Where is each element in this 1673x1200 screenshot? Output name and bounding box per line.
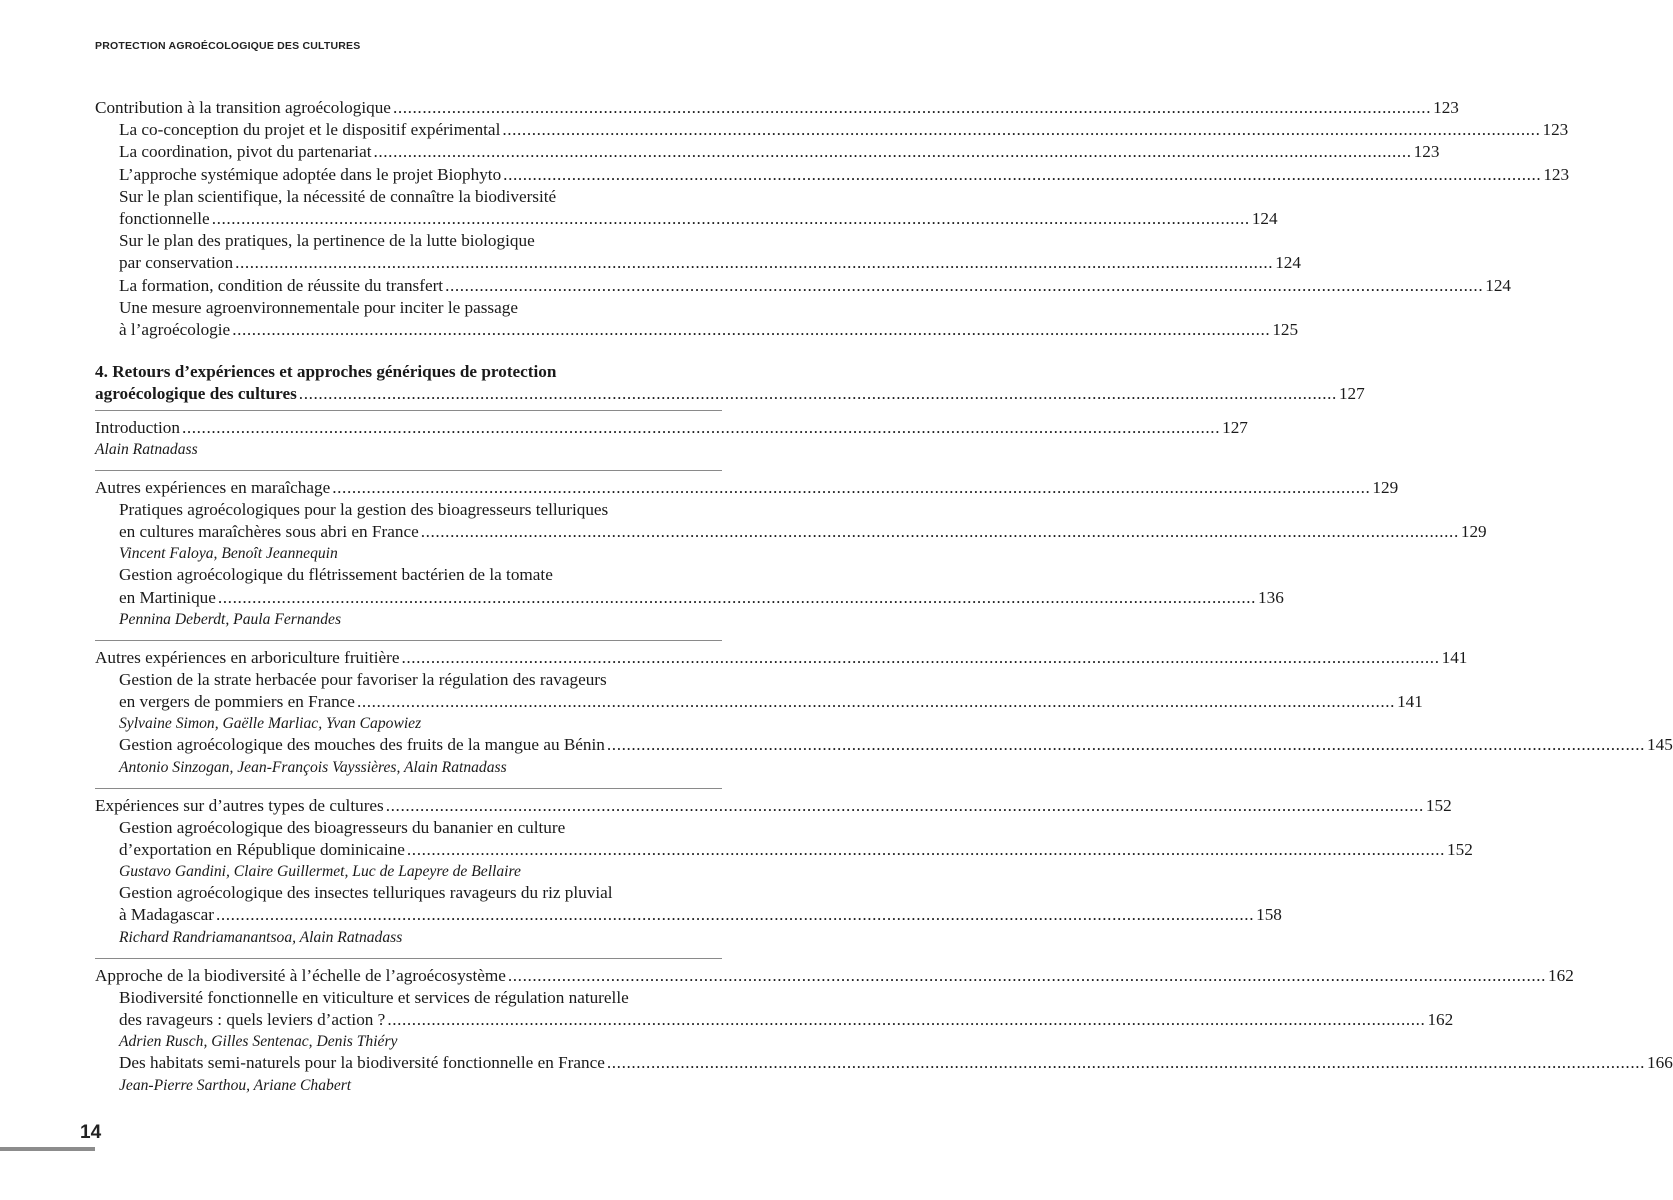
toc-entry-title: La formation, condition de réussite du transfert — [119, 275, 444, 295]
toc-entry[interactable] — [95, 647, 1468, 669]
toc-subentry[interactable] — [95, 691, 1423, 713]
toc-subentry[interactable] — [95, 521, 1487, 543]
toc-entry-title: Des habitats semi-naturels pour la biodiversité fonctionnelle en France — [119, 1053, 605, 1073]
toc-page-number: 123 — [1543, 164, 1570, 184]
chapter-title-line1: 4. Retours d’expériences et approches génériques de protection — [95, 362, 557, 382]
toc-entry-line1: Pratiques agroécologiques pour la gestion des bioagresseurs telluriques — [119, 500, 609, 520]
toc-page-number: 124 — [1251, 209, 1278, 229]
toc-page-number: 129 — [1372, 477, 1399, 497]
toc-entry-title: en cultures maraîchères sous abri en France — [119, 522, 419, 542]
toc-chapter-4[interactable] — [95, 361, 1365, 405]
leader-dots — [401, 647, 1439, 669]
toc-page-number: 123 — [1413, 142, 1440, 162]
toc-author: Alain Ratnadass — [95, 440, 198, 458]
leader-dots — [421, 521, 1459, 543]
toc-subentry[interactable] — [95, 275, 1512, 297]
leader-dots — [357, 691, 1395, 713]
toc-section-maraichage — [95, 470, 1487, 630]
leader-dots — [503, 164, 1541, 186]
toc-subentry[interactable] — [95, 839, 1473, 861]
toc-page-number: 123 — [1433, 98, 1459, 117]
toc-page-number: 152 — [1425, 795, 1452, 815]
leader-dots — [232, 319, 1270, 341]
toc-author: Vincent Faloya, Benoît Jeannequin — [119, 545, 338, 563]
toc-page-number: 136 — [1258, 587, 1284, 607]
toc-entry-title: fonctionnelle — [119, 209, 210, 229]
toc-entry-line1: Gestion agroécologique du flétrissement bactérien de la tomate — [119, 565, 553, 585]
toc-entry-title: Contribution à la transition agroécologique — [95, 98, 391, 117]
toc-entry[interactable] — [95, 417, 1248, 439]
toc-author: Pennina Deberdt, Paula Fernandes — [119, 610, 342, 628]
toc-page-number: 124 — [1275, 253, 1301, 273]
leader-dots — [182, 417, 1220, 439]
toc-entry-title: L’approche systémique adoptée dans le projet Biophyto — [119, 164, 502, 184]
toc-page-number: 158 — [1256, 905, 1282, 925]
toc-subentry[interactable] — [95, 1052, 1673, 1074]
toc-page-number: 125 — [1272, 320, 1299, 340]
toc-author: Gustavo Gandini, Claire Guillermet, Luc de Lapeyre de Bellaire — [119, 863, 521, 881]
toc-page-number: 141 — [1441, 647, 1468, 667]
table-of-contents — [95, 97, 1673, 1096]
toc-entry-title: à l’agroécologie — [119, 320, 231, 340]
leader-dots — [235, 252, 1273, 274]
leader-dots — [299, 383, 1337, 405]
toc-page-number: 166 — [1647, 1053, 1673, 1073]
leader-dots — [387, 1009, 1425, 1031]
leader-dots — [445, 275, 1483, 297]
toc-entry-line1: Biodiversité fonctionnelle en viticulture et services de régulation naturelle — [119, 987, 629, 1007]
toc-entry[interactable] — [95, 97, 1459, 119]
toc-section-introduction — [95, 410, 1248, 460]
chapter-title-line2 — [95, 383, 1365, 405]
toc-entry-line1: Gestion agroécologique des insectes telluriques ravageurs du riz pluvial — [119, 883, 613, 903]
toc-entry-line1: Sur le plan des pratiques, la pertinence de la lutte biologique — [119, 231, 535, 251]
running-head: PROTECTION AGROÉCOLOGIQUE DES CULTURES — [95, 40, 361, 52]
toc-page-number: 124 — [1485, 275, 1512, 295]
toc-subentry[interactable] — [95, 119, 1569, 141]
toc-entry-title: Autres expériences en maraîchage — [95, 477, 331, 497]
toc-entry-title: par conservation — [119, 253, 234, 273]
toc-page-number: 127 — [1338, 384, 1365, 404]
toc-section-contribution — [95, 97, 1570, 341]
toc-page-number: 123 — [1542, 120, 1569, 140]
leader-dots — [332, 477, 1370, 499]
toc-author: Jean-Pierre Sarthou, Ariane Chabert — [119, 1076, 352, 1094]
toc-entry-line1: Gestion agroécologique des bioagresseurs du bananier en culture — [119, 817, 566, 837]
toc-subentry[interactable] — [95, 141, 1440, 163]
toc-section-biodiversite — [95, 958, 1673, 1096]
leader-dots — [407, 839, 1445, 861]
toc-entry-title: agroécologique des cultures — [95, 384, 297, 404]
leader-dots — [607, 734, 1645, 756]
toc-entry[interactable] — [95, 477, 1399, 499]
toc-section-arboriculture — [95, 640, 1673, 778]
toc-entry-line1: Une mesure agroenvironnementale pour inciter le passage — [119, 297, 518, 317]
toc-page-number: 145 — [1647, 735, 1673, 755]
toc-entry-title: en Martinique — [119, 587, 216, 607]
toc-subentry[interactable] — [95, 1009, 1454, 1031]
toc-page-number: 129 — [1460, 522, 1487, 542]
toc-entry-line1: Sur le plan scientifique, la nécessité de connaître la biodiversité — [119, 186, 557, 206]
toc-entry-title: La co-conception du projet et le dispositif expérimental — [119, 120, 501, 140]
toc-entry-title: des ravageurs : quels leviers d’action ? — [119, 1010, 386, 1030]
toc-page-number: 162 — [1427, 1010, 1454, 1030]
toc-entry-title: en vergers de pommiers en France — [119, 692, 355, 712]
toc-entry-title: La coordination, pivot du partenariat — [119, 142, 372, 162]
toc-subentry[interactable] — [95, 319, 1299, 341]
toc-author: Antonio Sinzogan, Jean-François Vayssières, Alain Ratnadass — [119, 758, 507, 776]
toc-entry-title: à Madagascar — [119, 905, 214, 925]
toc-page-number: 162 — [1548, 965, 1574, 985]
toc-entry[interactable] — [95, 965, 1574, 987]
leader-dots — [393, 97, 1431, 119]
toc-entry-title: Autres expériences en arboriculture fruitière — [95, 647, 400, 667]
toc-author: Sylvaine Simon, Gaëlle Marliac, Yvan Capowiez — [119, 715, 422, 733]
toc-section-autres-cultures — [95, 788, 1473, 948]
toc-entry-title: Gestion agroécologique des mouches des fruits de la mangue au Bénin — [119, 735, 605, 755]
leader-dots — [502, 119, 1540, 141]
leader-dots — [218, 587, 1256, 609]
leader-dots — [212, 208, 1250, 230]
leader-dots — [216, 904, 1254, 926]
toc-page-number: 127 — [1222, 417, 1248, 437]
toc-entry[interactable] — [95, 795, 1452, 817]
leader-dots — [508, 965, 1546, 987]
page-number-rule — [0, 1147, 95, 1151]
toc-entry-title: d’exportation en République dominicaine — [119, 840, 405, 860]
toc-subentry[interactable] — [95, 252, 1301, 274]
toc-subentry[interactable] — [95, 734, 1673, 756]
toc-entry-title: Expériences sur d’autres types de cultures — [95, 795, 384, 815]
toc-page-number: 141 — [1397, 692, 1423, 712]
toc-entry-line1: Gestion de la strate herbacée pour favoriser la régulation des ravageurs — [119, 670, 607, 690]
leader-dots — [607, 1052, 1645, 1074]
leader-dots — [386, 795, 1424, 817]
toc-page-number: 152 — [1447, 840, 1473, 860]
page-number: 14 — [80, 1122, 102, 1143]
toc-subentry[interactable] — [95, 587, 1284, 609]
toc-subentry[interactable] — [95, 208, 1278, 230]
toc-author: Adrien Rusch, Gilles Sentenac, Denis Thiéry — [119, 1033, 398, 1051]
toc-author: Richard Randriamanantsoa, Alain Ratnadass — [119, 928, 403, 946]
toc-entry-title: Introduction — [95, 417, 180, 437]
toc-entry-title: Approche de la biodiversité à l’échelle de l’agroécosystème — [95, 965, 506, 985]
toc-subentry[interactable] — [95, 164, 1570, 186]
toc-subentry[interactable] — [95, 904, 1282, 926]
leader-dots — [373, 141, 1411, 163]
